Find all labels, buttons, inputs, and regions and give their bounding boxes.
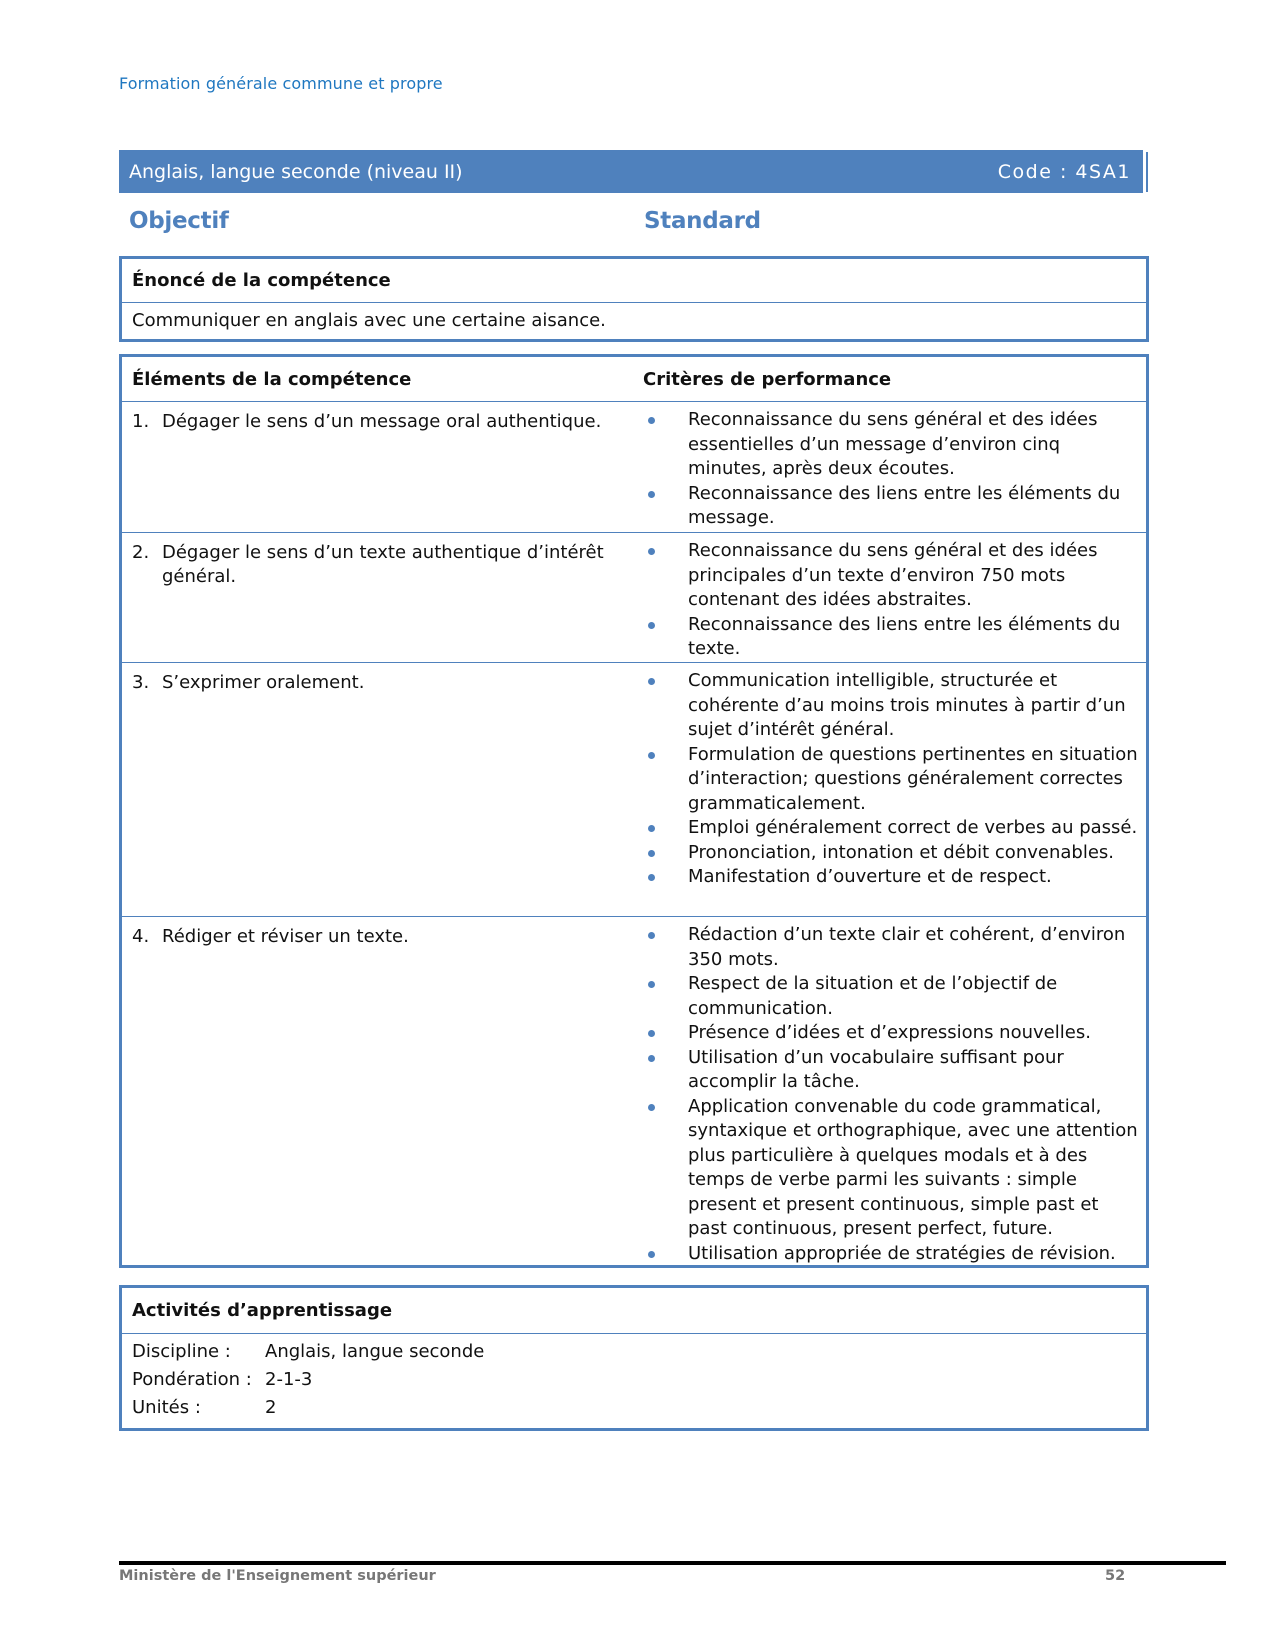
course-code: Code : 4SA1 [997, 160, 1131, 183]
element-text: Dégager le sens d’un message oral authentique. [162, 411, 602, 432]
element-cell [122, 533, 643, 662]
enonce-box [119, 256, 1149, 342]
enonce-heading: Énoncé de la compétence [122, 259, 1146, 303]
criterion-item: Emploi généralement correct de verbes au passé. [643, 816, 1138, 841]
activite-row-ponderation [132, 1366, 1136, 1394]
activite-row-discipline [132, 1338, 1136, 1366]
criterion-item: Reconnaissance du sens général et des idées essentielles d’un message d’environ cinq minutes, après deux écoutes. [643, 408, 1138, 482]
course-title: Anglais, langue seconde (niveau II) [129, 160, 463, 183]
criterion-item: Utilisation d’un vocabulaire suffisant pour accomplir la tâche. [643, 1046, 1138, 1095]
activites-details [122, 1334, 1146, 1422]
bullet-icon [648, 850, 655, 857]
bullet-icon [648, 417, 655, 424]
table-row [122, 917, 1146, 1269]
element-cell [122, 917, 643, 1269]
ponderation-value: 2-1-3 [265, 1369, 313, 1390]
enonce-text: Communiquer en anglais avec une certaine aisance. [132, 310, 606, 331]
criterion-item: Formulation de questions pertinentes en situation d’interaction; questions généralement correctes grammaticalement. [643, 743, 1138, 817]
bullet-icon [648, 1055, 655, 1062]
bullet-icon [648, 622, 655, 629]
criteria-cell [643, 663, 1146, 916]
criterion-item: Reconnaissance des liens entre les éléments du message. [643, 482, 1138, 531]
activites-heading: Activités d’apprentissage [122, 1288, 1146, 1334]
course-bar-edge [1146, 152, 1148, 192]
bullet-icon [648, 932, 655, 939]
element-number: 3. [132, 672, 150, 693]
unites-value: 2 [265, 1397, 277, 1418]
bullet-icon [648, 825, 655, 832]
element-number: 1. [132, 411, 150, 432]
bullet-icon [648, 491, 655, 498]
table-row [122, 533, 1146, 663]
course-title-bar [119, 150, 1143, 193]
running-title: Formation générale commune et propre [119, 74, 443, 93]
bullet-icon [648, 1030, 655, 1037]
element-cell [122, 663, 643, 916]
competence-table [119, 354, 1149, 1268]
footer-publisher: Ministère de l'Enseignement supérieur [119, 1568, 436, 1584]
discipline-value: Anglais, langue seconde [265, 1341, 485, 1362]
bullet-icon [648, 1104, 655, 1111]
table-header [122, 357, 1146, 402]
page-number: 52 [1105, 1568, 1126, 1584]
section-title-objectif: Objectif [129, 208, 229, 234]
bullet-icon [648, 981, 655, 988]
table-row [122, 402, 1146, 533]
criteria-cell [643, 917, 1146, 1269]
header-criteres: Critères de performance [643, 368, 892, 390]
criterion-item: Prononciation, intonation et débit convenables. [643, 841, 1138, 866]
activite-row-unites [132, 1394, 1136, 1422]
table-row [122, 663, 1146, 917]
bullet-icon [648, 548, 655, 555]
criterion-item: Reconnaissance des liens entre les éléments du texte. [643, 613, 1138, 662]
element-cell [122, 402, 643, 532]
bullet-icon [648, 874, 655, 881]
section-title-standard: Standard [644, 208, 761, 234]
element-number: 4. [132, 926, 150, 947]
ponderation-label: Pondération : [132, 1369, 252, 1390]
bullet-icon [648, 752, 655, 759]
criterion-item: Respect de la situation et de l’objectif de communication. [643, 972, 1138, 1021]
element-text: Rédiger et réviser un texte. [162, 926, 409, 947]
criterion-item: Application convenable du code grammatical, syntaxique et orthographique, avec une attention plus particulière à quelques modals et à des temps de verbe parmi les suivants : simple present et present continuous, simple past et past continuous, present perfect, future. [643, 1095, 1138, 1242]
activites-box [119, 1285, 1149, 1431]
discipline-label: Discipline : [132, 1341, 231, 1362]
criterion-item: Manifestation d’ouverture et de respect. [643, 865, 1138, 890]
criterion-item: Communication intelligible, structurée et cohérente d’au moins trois minutes à partir d’un sujet d’intérêt général. [643, 669, 1138, 743]
unites-label: Unités : [132, 1397, 201, 1418]
bullet-icon [648, 1251, 655, 1258]
criteria-cell [643, 533, 1146, 662]
criterion-item: Présence d’idées et d’expressions nouvelles. [643, 1021, 1138, 1046]
criterion-item: Rédaction d’un texte clair et cohérent, d’environ 350 mots. [643, 923, 1138, 972]
criterion-item: Utilisation appropriée de stratégies de révision. [643, 1242, 1138, 1267]
element-text: Dégager le sens d’un texte authentique d’intérêt général. [162, 542, 604, 587]
criterion-item: Reconnaissance du sens général et des idées principales d’un texte d’environ 750 mots contenant des idées abstraites. [643, 539, 1138, 613]
criteria-cell [643, 402, 1146, 532]
bullet-icon [648, 678, 655, 685]
element-number: 2. [132, 542, 150, 563]
footer-rule [119, 1561, 1226, 1565]
element-text: S’exprimer oralement. [162, 672, 365, 693]
header-elements: Éléments de la compétence [132, 368, 412, 390]
